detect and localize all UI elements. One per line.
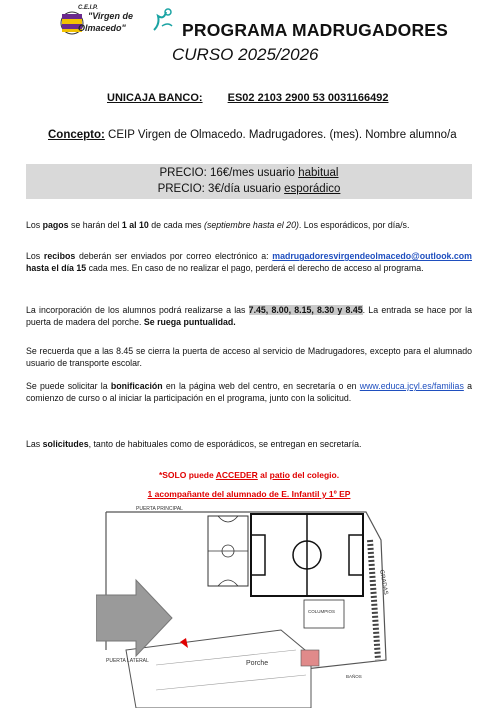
p2-text-e: cada mes. En caso de no realizar el pago, perderá el derecho de acceso al programa. xyxy=(86,262,424,273)
note1-text-a: *SOLO puede xyxy=(158,470,216,480)
p6-solicitudes: solicitudes xyxy=(42,439,89,449)
p6-text-a: Las xyxy=(26,439,43,449)
price-line-esporadico xyxy=(26,181,472,197)
bank-info xyxy=(107,92,389,104)
logo-line1: "Virgen de xyxy=(88,11,133,21)
classroom-highlight xyxy=(301,650,319,666)
schedule-paragraph xyxy=(26,305,472,329)
email-link[interactable]: madrugadoresvirgendeolmacedo@outlook.com xyxy=(272,251,472,261)
logo-caption: C.E.I.P. xyxy=(78,5,98,11)
p1-text-a: Los xyxy=(26,220,43,230)
p3-text-a: La incorporación de los alumnos podrá realizarse a las xyxy=(26,305,249,315)
note1-text-e: del colegio. xyxy=(289,470,340,480)
p1-pagos: pagos xyxy=(42,220,69,230)
applications-paragraph xyxy=(26,439,472,451)
access-note xyxy=(0,470,498,480)
price-habitual-text: PRECIO: 16€/mes usuario xyxy=(159,167,299,179)
bonus-paragraph xyxy=(26,381,472,405)
banos-label: BAÑOS xyxy=(346,674,362,679)
punctuality-note: Se ruega puntualidad. xyxy=(143,316,236,327)
columpios-label: COLUMPIOS xyxy=(308,609,336,614)
p2-recibos: recibos xyxy=(43,251,76,261)
p5-bonificacion: bonificación xyxy=(110,381,163,391)
price-box xyxy=(26,164,472,199)
p1-text-e: de cada mes xyxy=(148,220,205,230)
note1-patio: patio xyxy=(269,470,290,480)
payment-paragraph xyxy=(26,220,472,232)
note1-text-c: al xyxy=(257,470,270,480)
price-esporadico-text: PRECIO: 3€/día usuario xyxy=(157,183,285,195)
gradas-label: GRADAS xyxy=(378,569,389,596)
receipts-paragraph xyxy=(26,251,472,275)
educa-link[interactable]: www.educa.jcyl.es/familias xyxy=(359,381,464,391)
payment-concept xyxy=(48,129,457,141)
note1-acceder: ACCEDER xyxy=(215,470,258,480)
p5-text-a: Se puede solicitar la xyxy=(26,381,111,391)
p6-text-c: , tanto de habituales como de esporádicos, se entregan en secretaría. xyxy=(88,439,362,449)
school-map xyxy=(96,500,398,708)
playground-area xyxy=(304,600,344,628)
p1-september-note: (septiembre hasta el 20) xyxy=(204,220,299,230)
p2-deadline: hasta el día 15 xyxy=(26,262,87,273)
concept-label: Concepto: xyxy=(48,129,105,141)
p1-text-g: . Los esporádicos, por día/s. xyxy=(298,220,410,230)
program-logo-icon xyxy=(150,6,180,36)
page-title: PROGRAMA MADRUGADORES xyxy=(182,20,449,40)
price-habitual-word: habitual xyxy=(298,167,339,179)
logo-line2: Olmacedo" xyxy=(78,23,126,33)
p1-range: 1 al 10 xyxy=(121,220,149,230)
side-gate-label: PUERTA LATERAL xyxy=(106,658,149,664)
main-gate-label: PUERTA PRINCIPAL xyxy=(136,506,183,512)
p3-text-b: . La entrada se hace por la puerta de madera del porche. xyxy=(26,305,472,327)
price-esporadico-word: esporádico xyxy=(284,183,341,195)
bank-label: UNICAJA BANCO: xyxy=(107,92,203,104)
price-line-habitual xyxy=(26,165,472,181)
p2-text-a: Los xyxy=(26,251,44,261)
p5-text-d: a comienzo de curso o al iniciar la participación en el programa, junto con la solicitud. xyxy=(26,381,472,403)
page-subtitle: CURSO 2025/2026 xyxy=(172,45,319,64)
concept-text: CEIP Virgen de Olmacedo. Madrugadores. (mes). Nombre alumno/a xyxy=(104,129,457,141)
door-closing-paragraph: Se recuerda que a las 8.45 se cierra la puerta de acceso al servicio de Madrugadores, excepto para el alumnado usuario de transporte escolar. xyxy=(26,346,472,368)
entry-times: 7.45, 8.00, 8.15, 8.30 y 8.45 xyxy=(248,305,363,315)
bank-iban: ES02 2103 2900 53 0031166492 xyxy=(227,92,389,104)
p5-text-c: en la página web del centro, en secretaría o en xyxy=(162,381,360,391)
companion-note: 1 acompañante del alumnado de E. Infantil y 1º EP xyxy=(147,489,351,499)
porche-label: Porche xyxy=(246,660,269,667)
p1-text-c: se harán del xyxy=(68,220,122,230)
p2-text-c: deberán ser enviados por correo electrónico a: xyxy=(75,251,273,261)
